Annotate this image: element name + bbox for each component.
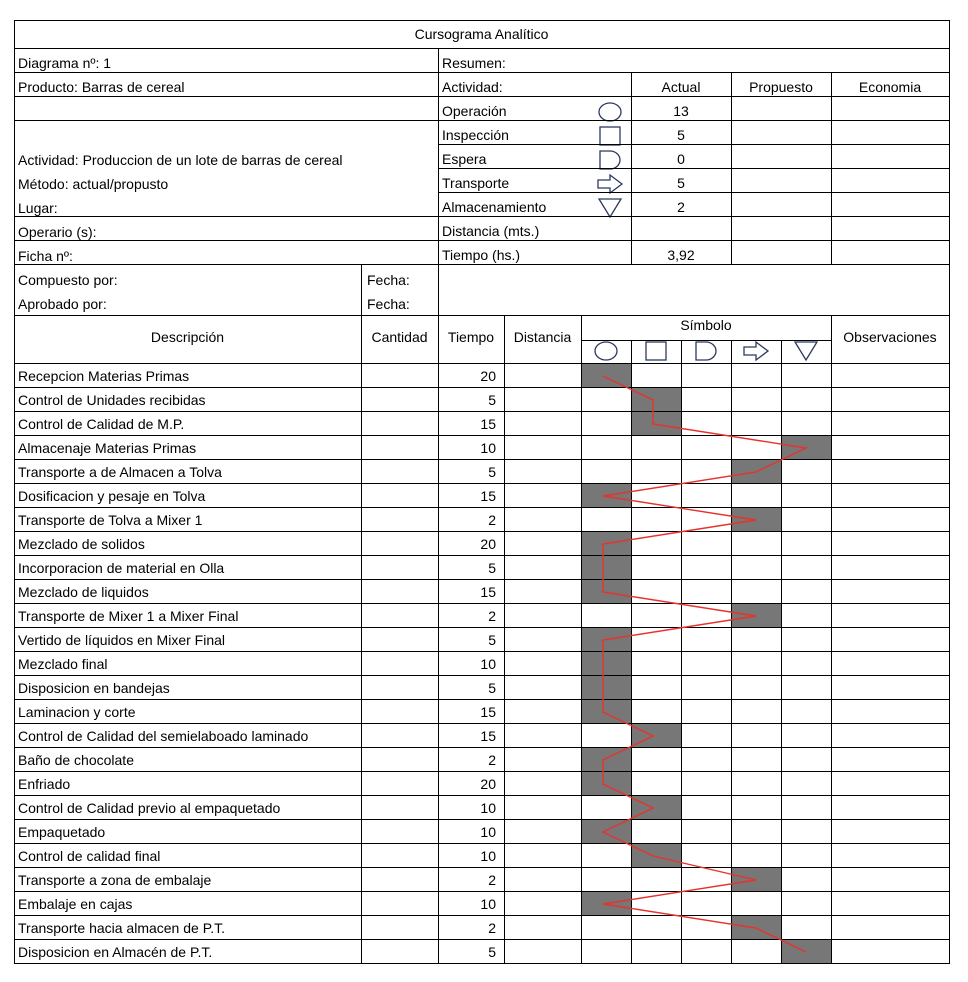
grid-line-h xyxy=(14,20,950,21)
grid-line-h xyxy=(14,939,950,940)
grid-line-h xyxy=(438,144,950,145)
table-row-description: Mezclado de liquidos xyxy=(18,585,149,600)
grid-line-v xyxy=(831,72,832,265)
square-icon xyxy=(643,340,669,362)
table-row-tiempo: 15 xyxy=(480,729,496,744)
grid-line-v xyxy=(14,20,15,964)
grid-line-v xyxy=(631,340,632,964)
arrow-icon xyxy=(743,340,769,362)
summary-row-label: Transporte xyxy=(442,176,510,191)
grid-line-h xyxy=(14,363,950,364)
grid-line-h xyxy=(438,168,950,169)
grid-line-v xyxy=(361,264,362,316)
symbol-cell-fill xyxy=(631,724,681,748)
grid-line-h xyxy=(438,96,950,97)
summary-row-label: Distancia (mts.) xyxy=(442,224,540,239)
grid-line-h xyxy=(14,48,950,49)
grid-line-h xyxy=(14,315,950,316)
grid-line-h xyxy=(14,555,950,556)
fecha-compuesto: Fecha: xyxy=(367,273,410,288)
table-row-tiempo: 5 xyxy=(488,465,496,480)
grid-line-h xyxy=(14,72,950,73)
table-row-tiempo: 10 xyxy=(480,657,496,672)
table-row-description: Control de Calidad previo al empaquetado xyxy=(18,801,281,816)
grid-line-h xyxy=(581,340,832,341)
table-row-tiempo: 10 xyxy=(480,825,496,840)
table-row-tiempo: 5 xyxy=(488,681,496,696)
summary-row-label: Inspección xyxy=(442,128,509,143)
summary-row-label: Espera xyxy=(442,152,487,167)
grid-line-h xyxy=(14,843,950,844)
diagrama-number: Diagrama nº: 1 xyxy=(18,56,112,71)
table-row-description: Transporte a de Almacen a Tolva xyxy=(18,465,222,480)
grid-line-h xyxy=(14,264,950,265)
grid-line-h xyxy=(438,192,950,193)
col-header-distancia: Distancia xyxy=(513,330,572,345)
table-row-description: Transporte a zona de embalaje xyxy=(18,873,212,888)
symbol-cell-fill xyxy=(581,364,631,388)
grid-line-h xyxy=(14,603,950,604)
table-row-description: Disposicion en Almacén de P.T. xyxy=(18,945,213,960)
symbol-cell-fill xyxy=(581,484,631,508)
summary-row-actual: 5 xyxy=(677,128,685,143)
circle-icon xyxy=(593,340,619,362)
table-row-tiempo: 20 xyxy=(480,537,496,552)
symbol-cell-fill xyxy=(731,508,781,532)
grid-line-h xyxy=(14,747,950,748)
grid-line-h xyxy=(14,651,950,652)
symbol-cell-fill xyxy=(631,844,681,868)
table-row-tiempo: 15 xyxy=(480,585,496,600)
table-row-description: Enfriado xyxy=(18,777,71,792)
grid-line-h xyxy=(14,867,950,868)
grid-line-h xyxy=(14,891,950,892)
table-row-tiempo: 10 xyxy=(480,897,496,912)
symbol-cell-fill xyxy=(581,532,631,556)
table-row-description: Embalaje en cajas xyxy=(18,897,133,912)
grid-line-v xyxy=(438,48,439,316)
grid-line-h xyxy=(14,723,950,724)
fecha-aprobado: Fecha: xyxy=(367,297,410,312)
aprobado-por: Aprobado por: xyxy=(18,297,107,312)
table-row-description: Mezclado final xyxy=(18,657,108,672)
grid-line-v xyxy=(631,72,632,265)
grid-line-h xyxy=(14,795,950,796)
summary-row-actual: 0 xyxy=(677,152,685,167)
table-row-tiempo: 2 xyxy=(488,921,496,936)
col-header-descripcion: Descripción xyxy=(150,330,225,345)
grid-line-v xyxy=(681,340,682,964)
grid-line-v xyxy=(731,72,732,265)
table-row-description: Dosificacion y pesaje en Tolva xyxy=(18,489,206,504)
grid-line-h xyxy=(14,240,950,241)
table-row-tiempo: 20 xyxy=(480,369,496,384)
grid-line-h xyxy=(14,963,950,964)
table-row-description: Transporte de Tolva a Mixer 1 xyxy=(18,513,203,528)
col-header-tiempo: Tiempo xyxy=(447,330,495,345)
symbol-cell-fill xyxy=(781,940,831,964)
grid-line-h xyxy=(14,915,950,916)
grid-line-h xyxy=(14,531,950,532)
grid-line-h xyxy=(14,483,950,484)
table-row-description: Almacenaje Materias Primas xyxy=(18,441,197,456)
summary-economia-header: Economia xyxy=(858,80,922,95)
symbol-cell-fill xyxy=(731,460,781,484)
symbol-cell-fill xyxy=(581,556,631,580)
symbol-cell-fill xyxy=(631,412,681,436)
table-row-description: Recepcion Materias Primas xyxy=(18,369,190,384)
symbol-cell-fill xyxy=(581,676,631,700)
summary-row-label: Operación xyxy=(442,104,507,119)
table-row-description: Mezclado de solidos xyxy=(18,537,145,552)
table-row-tiempo: 15 xyxy=(480,417,496,432)
table-row-tiempo: 2 xyxy=(488,873,496,888)
summary-activity-header: Actividad: xyxy=(442,80,503,95)
grid-line-h xyxy=(14,459,950,460)
table-row-tiempo: 10 xyxy=(480,849,496,864)
table-row-description: Disposicion en bandejas xyxy=(18,681,170,696)
table-row-tiempo: 5 xyxy=(488,393,496,408)
summary-row-label: Tiempo (hs.) xyxy=(442,248,521,263)
grid-line-v xyxy=(781,340,782,964)
grid-line-h xyxy=(14,411,950,412)
grid-line-h xyxy=(14,507,950,508)
triangle-icon xyxy=(793,340,819,362)
col-header-simbolo: Símbolo xyxy=(680,318,732,333)
table-row-description: Control de Calidad de M.P. xyxy=(18,417,185,432)
sheet-title: Cursograma Analítico xyxy=(414,26,549,42)
summary-row-actual: 13 xyxy=(673,104,689,119)
summary-row-actual: 3,92 xyxy=(667,248,695,263)
grid-line-h xyxy=(438,120,950,121)
operario: Operario (s): xyxy=(18,225,97,240)
grid-line-h xyxy=(14,675,950,676)
symbol-cell-fill xyxy=(581,892,631,916)
table-row-tiempo: 2 xyxy=(488,513,496,528)
symbol-cell-fill xyxy=(581,652,631,676)
table-row-description: Laminacion y corte xyxy=(18,705,136,720)
summary-row-actual: 2 xyxy=(677,200,685,215)
symbol-cell-fill xyxy=(581,580,631,604)
symbol-cell-fill xyxy=(631,388,681,412)
table-row-description: Baño de chocolate xyxy=(18,753,134,768)
actividad: Actividad: Produccion de un lote de barras de cereal xyxy=(18,153,343,168)
table-row-tiempo: 2 xyxy=(488,609,496,624)
table-row-description: Transporte hacia almacen de P.T. xyxy=(18,921,226,936)
summary-row-actual: 5 xyxy=(677,176,685,191)
grid-line-v xyxy=(949,20,950,964)
symbol-cell-fill xyxy=(731,868,781,892)
table-row-description: Incorporacion de material en Olla xyxy=(18,561,225,576)
grid-line-h xyxy=(14,771,950,772)
grid-line-h xyxy=(14,627,950,628)
col-header-observaciones: Observaciones xyxy=(843,330,937,345)
symbol-cell-fill xyxy=(631,796,681,820)
symbol-cell-fill xyxy=(581,820,631,844)
symbol-cell-fill xyxy=(731,604,781,628)
table-row-description: Control de calidad final xyxy=(18,849,161,864)
summary-propuesto-header: Propuesto xyxy=(749,80,813,95)
grid-line-h xyxy=(14,387,950,388)
symbol-cell-fill xyxy=(581,772,631,796)
lugar: Lugar: xyxy=(18,201,58,216)
table-row-tiempo: 2 xyxy=(488,753,496,768)
grid-line-h xyxy=(14,435,950,436)
symbol-cell-fill xyxy=(581,748,631,772)
grid-line-h xyxy=(14,96,439,97)
table-row-tiempo: 15 xyxy=(480,705,496,720)
table-row-description: Control de Calidad del semielaboado laminado xyxy=(18,729,309,744)
table-row-tiempo: 5 xyxy=(488,633,496,648)
grid-line-h xyxy=(14,699,950,700)
grid-line-v xyxy=(731,340,732,964)
symbol-cell-fill xyxy=(781,436,831,460)
grid-line-h xyxy=(14,120,439,121)
table-row-description: Transporte de Mixer 1 a Mixer Final xyxy=(18,609,239,624)
symbol-cell-fill xyxy=(581,700,631,724)
table-row-description: Control de Unidades recibidas xyxy=(18,393,206,408)
table-row-description: Empaquetado xyxy=(18,825,106,840)
summary-row-label: Almacenamiento xyxy=(442,200,547,215)
symbol-cell-fill xyxy=(581,628,631,652)
metodo: Método: actual/propusto xyxy=(18,177,169,192)
table-row-tiempo: 10 xyxy=(480,441,496,456)
symbol-cell-fill xyxy=(731,916,781,940)
grid-line-h xyxy=(14,819,950,820)
table-row-tiempo: 5 xyxy=(488,945,496,960)
grid-line-h xyxy=(14,216,950,217)
ficha: Ficha nº: xyxy=(18,249,73,264)
table-row-tiempo: 20 xyxy=(480,777,496,792)
table-row-tiempo: 15 xyxy=(480,489,496,504)
compuesto-por: Compuesto por: xyxy=(18,273,118,288)
table-row-tiempo: 5 xyxy=(488,561,496,576)
table-row-tiempo: 10 xyxy=(480,801,496,816)
summary-title: Resumen: xyxy=(442,56,506,71)
col-header-cantidad: Cantidad xyxy=(371,330,428,345)
d-shape-icon xyxy=(693,340,719,362)
producto: Producto: Barras de cereal xyxy=(18,80,185,95)
summary-actual-header: Actual xyxy=(661,80,701,95)
grid-line-h xyxy=(14,579,950,580)
table-row-description: Vertido de líquidos en Mixer Final xyxy=(18,633,225,648)
